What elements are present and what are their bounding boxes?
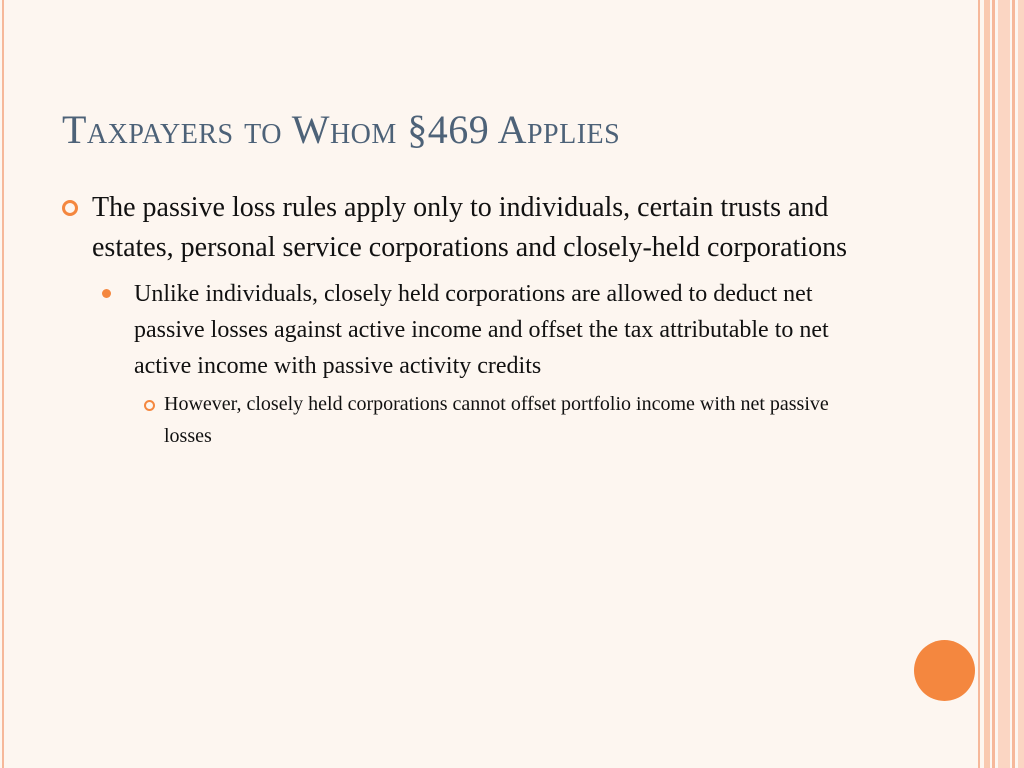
dot-bullet-icon — [102, 289, 111, 298]
ring-bullet-icon — [144, 400, 155, 411]
bullet-text: Unlike individuals, closely held corporations are allowed to deduct net passive losses against active income and offset the tax attributable to net active income with passive activity credits — [134, 281, 829, 379]
slide-title: Taxpayers to Whom §469 Applies — [62, 107, 621, 152]
right-frame-stripe — [984, 0, 990, 768]
ring-bullet-icon — [62, 200, 78, 216]
bullet-text: However, closely held corporations cannot offset portfolio income with net passive losses — [164, 393, 829, 447]
bullet-text: The passive loss rules apply only to individuals, certain trusts and estates, personal service corporations and closely-held corporations — [92, 192, 847, 263]
right-frame-stripe — [992, 0, 995, 768]
bullet-level-1 — [62, 188, 862, 268]
right-frame-stripe — [1012, 0, 1015, 768]
right-frame-stripe — [998, 0, 1010, 768]
right-frame-stripe — [1018, 0, 1024, 768]
bullet-level-3 — [134, 388, 854, 452]
slide-body — [62, 188, 862, 452]
right-frame-stripe — [978, 0, 980, 768]
decorative-circle — [914, 640, 975, 701]
left-frame-line — [2, 0, 4, 768]
bullet-level-2 — [92, 276, 834, 384]
